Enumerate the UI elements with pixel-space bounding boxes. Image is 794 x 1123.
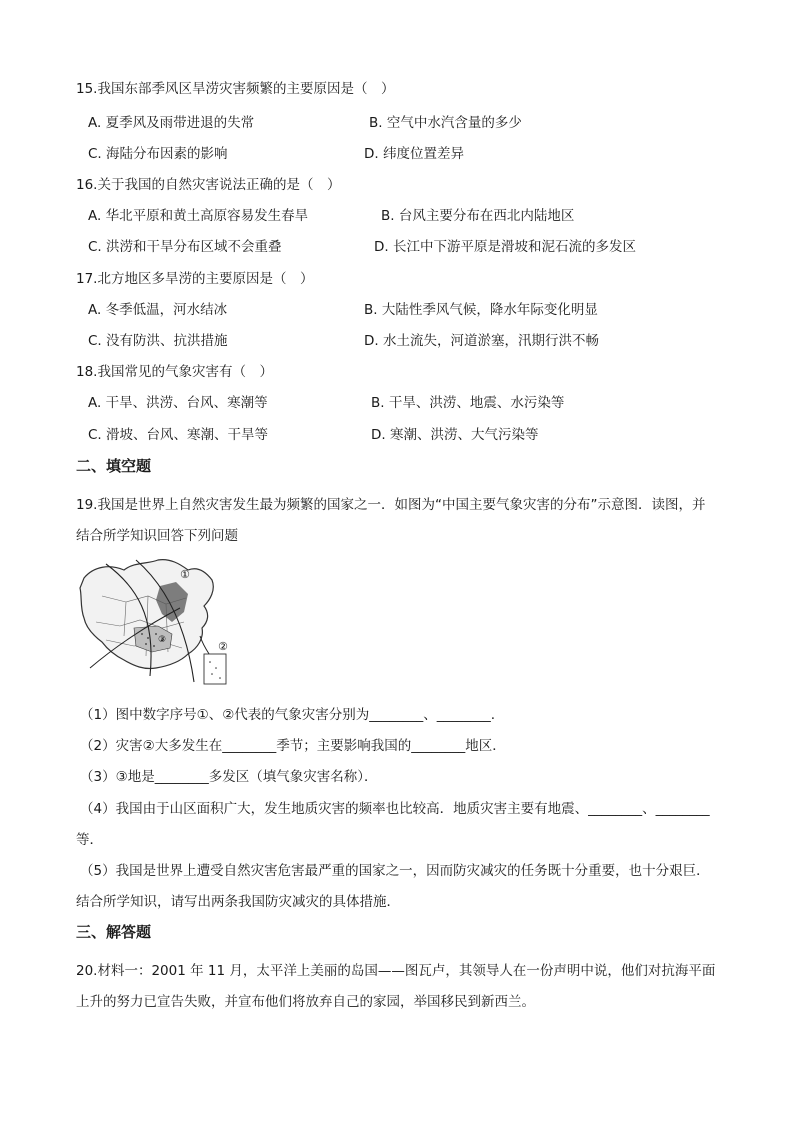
question-19-sub-4-cont: 等． — [76, 832, 103, 848]
question-18-option-a: A. 干旱、洪涝、台风、寒潮等 — [88, 395, 268, 411]
question-15-option-c: C. 海陆分布因素的影响 — [88, 146, 228, 162]
question-19-sub-5: （5）我国是世界上遭受自然灾害危害最严重的国家之一，因而防灾减灾的任务既十分重要，也十分艰巨． — [80, 863, 710, 879]
question-15-option-b: B. 空气中水汽含量的多少 — [369, 115, 522, 131]
question-18-option-d: D. 寒潮、洪涝、大气污染等 — [371, 427, 539, 443]
question-17-option-b: B. 大陆性季风气候，降水年际变化明显 — [364, 302, 598, 318]
section-answer-title: 三、解答题 — [76, 923, 152, 941]
south-china-sea-inset — [204, 654, 226, 684]
question-15-option-d: D. 纬度位置差异 — [364, 146, 464, 162]
question-19-line-1: 19.我国是世界上自然灾害发生最为频繁的国家之一．如图为“中国主要气象灾害的分布”示意图．读图，并 — [76, 497, 706, 513]
question-16-option-d: D. 长江中下游平原是滑坡和泥石流的多发区 — [374, 239, 636, 255]
question-16-option-a: A. 华北平原和黄土高原容易发生春旱 — [88, 208, 309, 224]
china-map-illustration — [76, 556, 236, 688]
question-17-option-d: D. 水土流失，河道淤塞，汛期行洪不畅 — [364, 333, 599, 349]
question-18-option-c: C. 滑坡、台风、寒潮、干旱等 — [88, 427, 269, 443]
map-label-1: ① — [180, 568, 190, 581]
question-19-sub-5-cont: 结合所学知识，请写出两条我国防灾减灾的具体措施． — [76, 894, 400, 910]
question-18-stem: 18.我国常见的气象灾害有（ ） — [76, 364, 273, 380]
question-20-line-2: 上升的努力已宣告失败，并宣布他们将放弃自己的家园，举国移民到新西兰。 — [76, 994, 535, 1010]
question-18-option-b: B. 干旱、洪涝、地震、水污染等 — [371, 395, 565, 411]
question-19-sub-3: （3）③地是________多发区（填气象灾害名称）． — [80, 769, 378, 785]
question-19-sub-4: （4）我国由于山区面积广大，发生地质灾害的频率也比较高．地质灾害主要有地震、________、________ — [80, 801, 710, 817]
question-19-sub-2: （2）灾害②大多发生在________季节；主要影响我国的________地区． — [80, 738, 506, 754]
question-17-stem: 17.北方地区多旱涝的主要原因是（ ） — [76, 271, 314, 287]
question-19-line-2: 结合所学知识回答下列问题 — [76, 528, 238, 544]
question-17-option-a: A. 冬季低温，河水结冰 — [88, 302, 228, 318]
map-label-3: ③ — [158, 635, 167, 645]
question-16-option-b: B. 台风主要分布在西北内陆地区 — [381, 208, 575, 224]
map-label-2: ② — [218, 640, 228, 653]
question-19-sub-1: （1）图中数字序号①、②代表的气象灾害分别为________、________. — [80, 707, 496, 723]
question-16-option-c: C. 洪涝和干旱分布区域不会重叠 — [88, 239, 282, 255]
section-fill-in-title: 二、填空题 — [76, 457, 152, 475]
question-20-line-1: 20.材料一：2001 年 11 月，太平洋上美丽的岛国——图瓦卢，其领导人在一份声明中说，他们对抗海平面 — [76, 963, 716, 979]
weather-disaster-map — [76, 556, 236, 688]
country-outline — [80, 560, 213, 669]
question-17-option-c: C. 没有防洪、抗洪措施 — [88, 333, 228, 349]
question-15-option-a: A. 夏季风及雨带进退的失常 — [88, 115, 255, 131]
question-15-stem: 15.我国东部季风区旱涝灾害频繁的主要原因是（ ） — [76, 81, 395, 97]
question-16-stem: 16.关于我国的自然灾害说法正确的是（ ） — [76, 177, 341, 193]
